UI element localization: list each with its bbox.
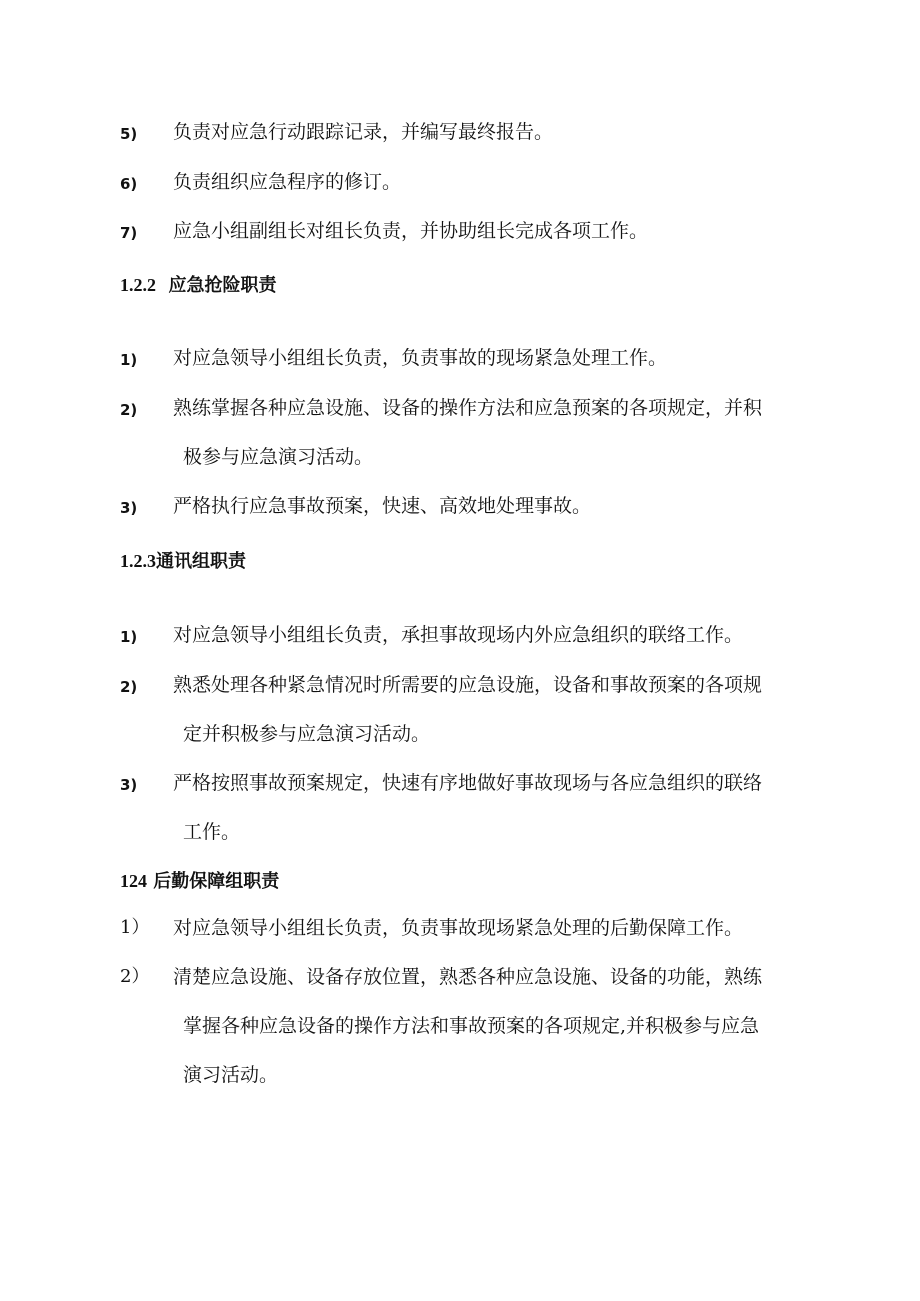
list-number: 1)	[120, 351, 138, 369]
list-text: 严格执行应急事故预案，快速、高效地处理事故。	[173, 495, 592, 517]
list-text: 应急小组副组长对组长负责，并协助组长完成各项工作。	[173, 220, 649, 242]
section-number: 1.2.2	[120, 275, 156, 295]
list-number: 2)	[120, 678, 138, 696]
list-number: 6)	[120, 175, 138, 193]
section-heading-1-2-4	[120, 869, 279, 894]
list-text: 对应急领导小组组长负责，负责事故的现场紧急处理工作。	[173, 347, 668, 369]
list-text: 严格按照事故预案规定，快速有序地做好事故现场与各应急组织的联络	[173, 772, 763, 794]
list-text: 熟练掌握各种应急设施、设备的操作方法和应急预案的各项规定，并积	[173, 397, 763, 419]
list-number: 3)	[120, 776, 138, 794]
section-heading-1-2-2	[120, 273, 277, 298]
list-text-continuation: 定并积极参与应急演习活动。	[183, 723, 431, 745]
list-number: 2）	[120, 966, 150, 987]
list-number: 1)	[120, 628, 138, 646]
list-text-continuation: 演习活动。	[183, 1064, 279, 1086]
list-text: 负责组织应急程序的修订。	[173, 171, 402, 193]
list-number: 1）	[120, 917, 150, 938]
section-title: 通讯组职责	[156, 551, 246, 572]
list-number: 7)	[120, 224, 138, 242]
list-text-continuation: 掌握各种应急设备的操作方法和事故预案的各项规定,并积极参与应急	[183, 1015, 760, 1037]
list-text: 对应急领导小组组长负责，承担事故现场内外应急组织的联络工作。	[173, 624, 744, 646]
section-number: 124	[120, 871, 147, 891]
section-title: 后勤保障组职责	[153, 871, 280, 892]
list-text: 清楚应急设施、设备存放位置，熟悉各种应急设施、设备的功能，熟练	[173, 966, 763, 988]
section-title: 应急抢险职责	[168, 275, 277, 296]
section-number: 1.2.3	[120, 551, 156, 571]
list-text: 熟悉处理各种紧急情况时所需要的应急设施，设备和事故预案的各项规	[173, 674, 763, 696]
list-number: 2)	[120, 401, 138, 419]
list-text-continuation: 工作。	[183, 821, 241, 843]
list-text-continuation: 极参与应急演习活动。	[183, 446, 374, 468]
section-heading-1-2-3	[120, 549, 246, 574]
list-number: 5)	[120, 125, 138, 143]
list-text: 对应急领导小组组长负责，负责事故现场紧急处理的后勤保障工作。	[173, 917, 744, 939]
list-number: 3)	[120, 499, 138, 517]
list-text: 负责对应急行动跟踪记录，并编写最终报告。	[173, 121, 554, 143]
